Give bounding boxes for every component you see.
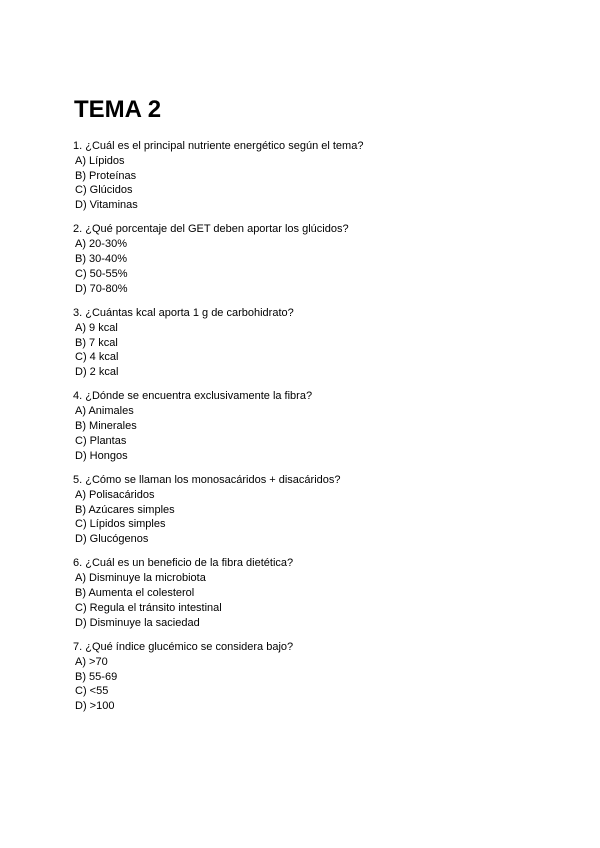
option-d: D) Vitaminas: [75, 199, 138, 212]
option-b: B) Aumenta el colesterol: [75, 587, 195, 600]
question-5: [73, 473, 553, 547]
option-c: C) Glúcidos: [75, 184, 133, 197]
option-c: C) 50-55%: [75, 267, 128, 280]
option-b: B) 7 kcal: [75, 336, 118, 349]
question-2: [73, 222, 553, 296]
question-text: 3. ¿Cuántas kcal aporta 1 g de carbohidrato?: [73, 306, 294, 319]
question-text: 4. ¿Dónde se encuentra exclusivamente la fibra?: [73, 390, 313, 403]
question-text: 1. ¿Cuál es el principal nutriente energético según el tema?: [73, 140, 364, 152]
option-a: A) Lípidos: [75, 154, 125, 167]
option-a: A) Animales: [75, 405, 134, 418]
page-title: TEMA 2: [74, 96, 162, 123]
option-b: B) Proteínas: [75, 169, 137, 182]
option-c: C) Plantas: [75, 434, 127, 447]
question-text: 7. ¿Qué índice glucémico se considera bajo?: [73, 640, 294, 653]
question-text: 6. ¿Cuál es un beneficio de la fibra dietética?: [73, 557, 294, 570]
question-list: [73, 139, 553, 723]
question-7: [73, 640, 553, 714]
option-a: A) 9 kcal: [75, 321, 118, 334]
option-list: [73, 488, 553, 547]
option-d: D) Glucógenos: [75, 533, 149, 546]
question-4: [73, 389, 553, 463]
option-list: [73, 237, 553, 296]
option-a: A) >70: [75, 655, 108, 668]
option-d: D) >100: [75, 700, 115, 713]
option-b: B) Azúcares simples: [75, 503, 175, 516]
option-c: C) Regula el tránsito intestinal: [75, 601, 222, 614]
question-3: [73, 306, 553, 380]
option-d: D) 70-80%: [75, 282, 128, 295]
option-list: [73, 655, 553, 714]
option-d: D) Hongos: [75, 449, 128, 462]
option-d: D) 2 kcal: [75, 366, 119, 379]
question-text: 5. ¿Cómo se llaman los monosacáridos + disacáridos?: [73, 473, 341, 486]
option-list: [73, 321, 553, 380]
option-c: C) <55: [75, 685, 109, 698]
question-text: 2. ¿Qué porcentaje del GET deben aportar los glúcidos?: [73, 223, 349, 236]
option-a: A) Disminuye la microbiota: [75, 572, 206, 585]
option-a: A) 20-30%: [75, 238, 127, 251]
question-1: [73, 139, 553, 213]
option-list: [73, 571, 553, 630]
option-c: C) 4 kcal: [75, 351, 119, 364]
option-b: B) 55-69: [75, 670, 118, 683]
option-c: C) Lípidos simples: [75, 518, 166, 531]
option-list: [73, 404, 553, 463]
question-6: [73, 556, 553, 630]
option-b: B) Minerales: [75, 420, 137, 433]
option-b: B) 30-40%: [75, 253, 127, 266]
option-a: A) Polisacáridos: [75, 488, 155, 501]
option-d: D) Disminuye la saciedad: [75, 616, 200, 629]
option-list: [73, 154, 553, 213]
